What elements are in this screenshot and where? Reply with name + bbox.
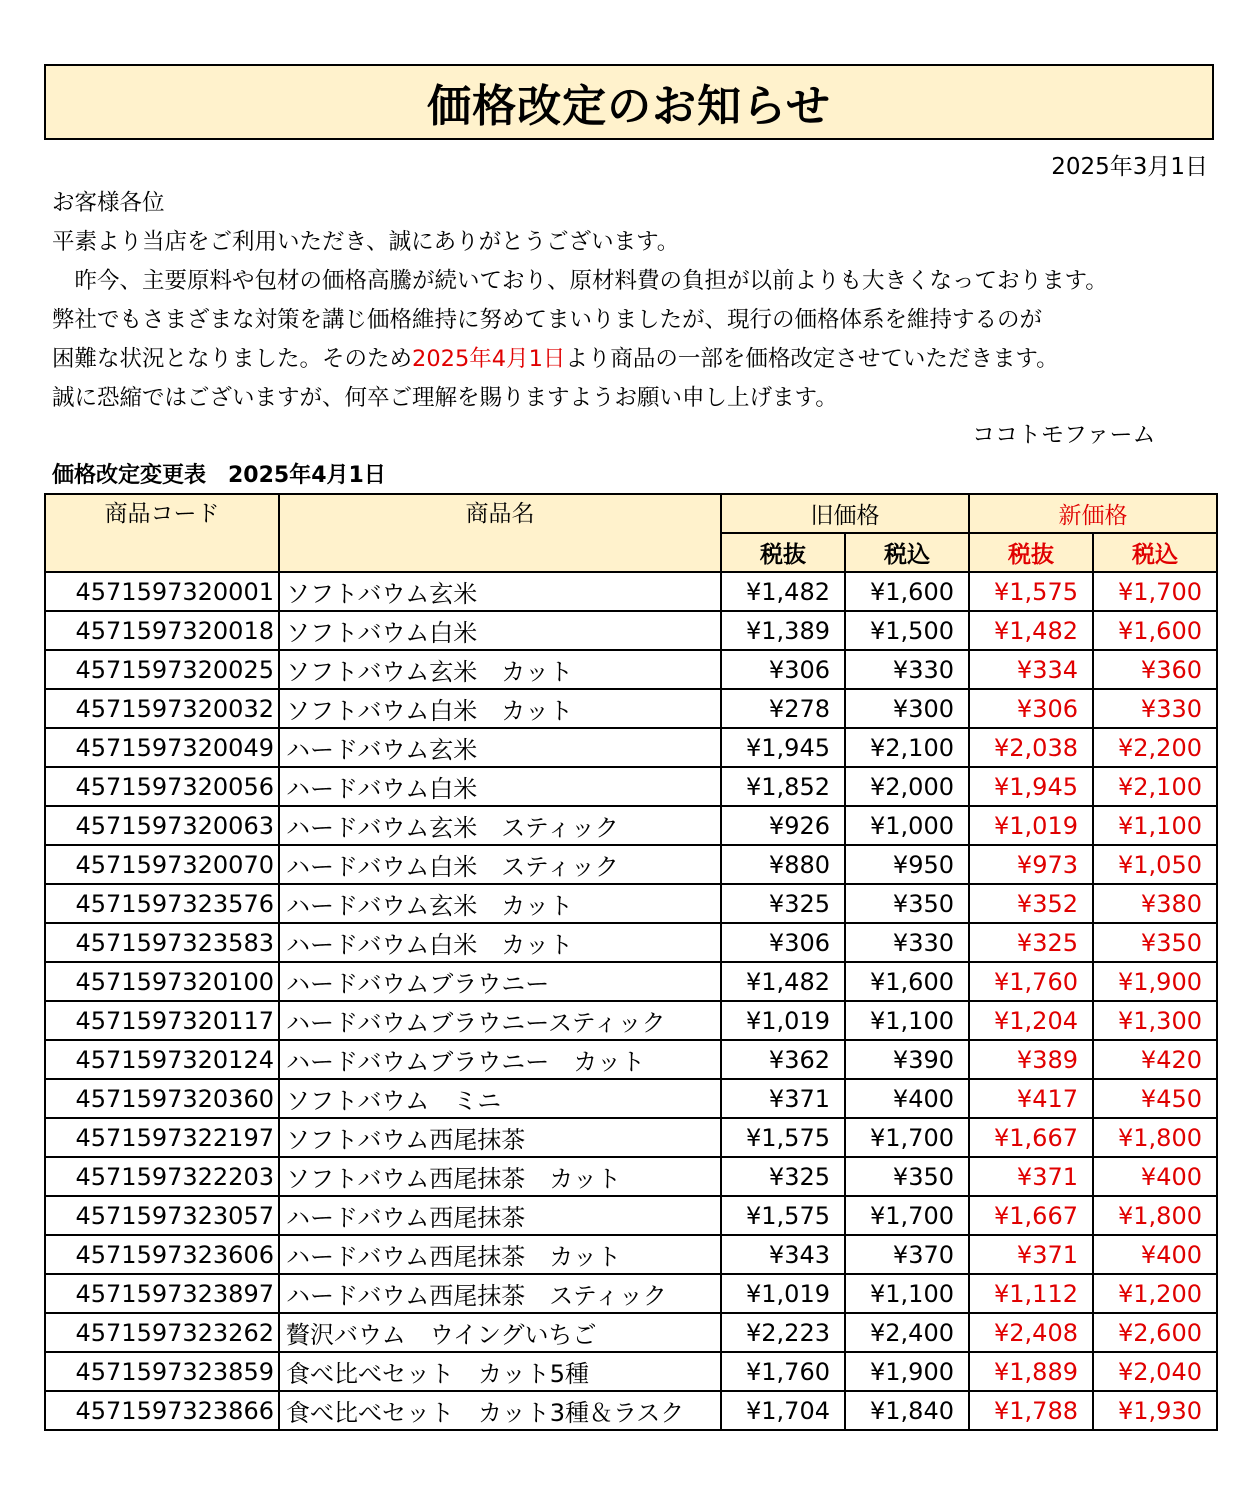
product-code: 4571597320063 <box>45 806 279 845</box>
new-price-ex-tax: ¥352 <box>969 884 1093 923</box>
new-price-in-tax: ¥1,800 <box>1093 1196 1217 1235</box>
old-price-ex-tax: ¥1,760 <box>721 1352 845 1391</box>
old-price-in-tax: ¥2,100 <box>845 728 969 767</box>
product-name: ハードバウム西尾抹茶 <box>279 1196 721 1235</box>
old-price-ex-tax: ¥1,019 <box>721 1001 845 1040</box>
product-code: 4571597323576 <box>45 884 279 923</box>
product-name: ハードバウム白米 <box>279 767 721 806</box>
header-old-in-tax: 税込 <box>845 533 969 572</box>
product-name: ハードバウム西尾抹茶 スティック <box>279 1274 721 1313</box>
product-code: 4571597320025 <box>45 650 279 689</box>
letter-line-2: 昨今、主要原料や包材の価格高騰が続いており、原材料費の負担が以前よりも大きくなっております。 <box>52 268 1108 294</box>
old-price-in-tax: ¥400 <box>845 1079 969 1118</box>
old-price-in-tax: ¥330 <box>845 923 969 962</box>
old-price-ex-tax: ¥1,945 <box>721 728 845 767</box>
old-price-in-tax: ¥1,600 <box>845 962 969 1001</box>
product-name: 贅沢バウム ウイングいちご <box>279 1313 721 1352</box>
old-price-ex-tax: ¥278 <box>721 689 845 728</box>
product-code: 4571597323262 <box>45 1313 279 1352</box>
old-price-in-tax: ¥2,400 <box>845 1313 969 1352</box>
old-price-ex-tax: ¥880 <box>721 845 845 884</box>
table-row <box>45 962 1217 1001</box>
new-price-ex-tax: ¥1,667 <box>969 1196 1093 1235</box>
new-price-ex-tax: ¥2,408 <box>969 1313 1093 1352</box>
table-row <box>45 572 1217 611</box>
table-title: 価格改定変更表 2025年4月1日 <box>52 463 386 488</box>
new-price-ex-tax: ¥371 <box>969 1235 1093 1274</box>
new-price-ex-tax: ¥306 <box>969 689 1093 728</box>
old-price-in-tax: ¥950 <box>845 845 969 884</box>
product-code: 4571597320124 <box>45 1040 279 1079</box>
old-price-ex-tax: ¥306 <box>721 650 845 689</box>
new-price-in-tax: ¥380 <box>1093 884 1217 923</box>
header-new-in-tax: 税込 <box>1093 533 1217 572</box>
product-name: ハードバウムブラウニースティック <box>279 1001 721 1040</box>
new-price-in-tax: ¥450 <box>1093 1079 1217 1118</box>
table-row <box>45 884 1217 923</box>
new-price-ex-tax: ¥1,575 <box>969 572 1093 611</box>
new-price-ex-tax: ¥389 <box>969 1040 1093 1079</box>
old-price-in-tax: ¥1,600 <box>845 572 969 611</box>
old-price-ex-tax: ¥362 <box>721 1040 845 1079</box>
table-row <box>45 845 1217 884</box>
new-price-ex-tax: ¥325 <box>969 923 1093 962</box>
price-table <box>44 493 1218 1431</box>
old-price-in-tax: ¥1,100 <box>845 1001 969 1040</box>
new-price-in-tax: ¥2,100 <box>1093 767 1217 806</box>
new-price-in-tax: ¥1,050 <box>1093 845 1217 884</box>
new-price-ex-tax: ¥2,038 <box>969 728 1093 767</box>
product-name: ソフトバウム ミニ <box>279 1079 721 1118</box>
old-price-in-tax: ¥1,840 <box>845 1391 969 1430</box>
table-row <box>45 1391 1217 1430</box>
product-name: ソフトバウム玄米 カット <box>279 650 721 689</box>
new-price-in-tax: ¥1,200 <box>1093 1274 1217 1313</box>
old-price-ex-tax: ¥1,575 <box>721 1196 845 1235</box>
product-code: 4571597323866 <box>45 1391 279 1430</box>
new-price-ex-tax: ¥371 <box>969 1157 1093 1196</box>
title-banner <box>44 64 1214 140</box>
product-name: ハードバウムブラウニー カット <box>279 1040 721 1079</box>
new-price-in-tax: ¥1,100 <box>1093 806 1217 845</box>
product-name: ハードバウム白米 スティック <box>279 845 721 884</box>
page-title: 価格改定のお知らせ <box>427 81 831 132</box>
old-price-in-tax: ¥1,700 <box>845 1118 969 1157</box>
letter-line-4-post: より商品の一部を価格改定させていただきます。 <box>565 346 1059 372</box>
old-price-ex-tax: ¥1,482 <box>721 962 845 1001</box>
new-price-ex-tax: ¥1,760 <box>969 962 1093 1001</box>
old-price-ex-tax: ¥1,019 <box>721 1274 845 1313</box>
product-code: 4571597320117 <box>45 1001 279 1040</box>
product-code: 4571597320070 <box>45 845 279 884</box>
header-code: 商品コード <box>45 494 279 572</box>
new-price-in-tax: ¥360 <box>1093 650 1217 689</box>
new-price-in-tax: ¥1,300 <box>1093 1001 1217 1040</box>
product-code: 4571597320360 <box>45 1079 279 1118</box>
product-code: 4571597320056 <box>45 767 279 806</box>
header-new-ex-tax: 税抜 <box>969 533 1093 572</box>
new-price-ex-tax: ¥417 <box>969 1079 1093 1118</box>
old-price-in-tax: ¥1,500 <box>845 611 969 650</box>
letter-line-4-pre: 困難な状況となりました。そのため <box>52 346 413 372</box>
product-code: 4571597322197 <box>45 1118 279 1157</box>
header-name: 商品名 <box>279 494 721 572</box>
table-row <box>45 1118 1217 1157</box>
product-code: 4571597320001 <box>45 572 279 611</box>
product-name: ハードバウム玄米 スティック <box>279 806 721 845</box>
table-row <box>45 1157 1217 1196</box>
new-price-in-tax: ¥400 <box>1093 1235 1217 1274</box>
table-row <box>45 1274 1217 1313</box>
product-name: ハードバウムブラウニー <box>279 962 721 1001</box>
old-price-in-tax: ¥1,900 <box>845 1352 969 1391</box>
effective-date: 2025年4月1日 <box>412 346 566 372</box>
new-price-ex-tax: ¥1,945 <box>969 767 1093 806</box>
old-price-in-tax: ¥1,700 <box>845 1196 969 1235</box>
letter-body <box>52 184 1108 418</box>
product-name: ハードバウム白米 カット <box>279 923 721 962</box>
table-row <box>45 728 1217 767</box>
new-price-in-tax: ¥420 <box>1093 1040 1217 1079</box>
old-price-in-tax: ¥300 <box>845 689 969 728</box>
table-row <box>45 1313 1217 1352</box>
new-price-ex-tax: ¥1,889 <box>969 1352 1093 1391</box>
new-price-in-tax: ¥1,700 <box>1093 572 1217 611</box>
old-price-ex-tax: ¥1,389 <box>721 611 845 650</box>
product-name: ソフトバウム西尾抹茶 <box>279 1118 721 1157</box>
old-price-ex-tax: ¥343 <box>721 1235 845 1274</box>
new-price-in-tax: ¥400 <box>1093 1157 1217 1196</box>
table-row <box>45 923 1217 962</box>
header-old-price: 旧価格 <box>721 494 969 533</box>
table-row <box>45 611 1217 650</box>
header-old-ex-tax: 税抜 <box>721 533 845 572</box>
old-price-ex-tax: ¥926 <box>721 806 845 845</box>
product-code: 4571597323606 <box>45 1235 279 1274</box>
old-price-in-tax: ¥370 <box>845 1235 969 1274</box>
new-price-in-tax: ¥2,040 <box>1093 1352 1217 1391</box>
new-price-ex-tax: ¥973 <box>969 845 1093 884</box>
product-code: 4571597322203 <box>45 1157 279 1196</box>
header-new-price: 新価格 <box>969 494 1217 533</box>
table-row <box>45 806 1217 845</box>
letter-line-1: 平素より当店をご利用いただき、誠にありがとうございます。 <box>52 229 680 255</box>
letter-line-5: 誠に恐縮ではございますが、何卒ご理解を賜りますようお願い申し上げます。 <box>52 385 838 411</box>
old-price-ex-tax: ¥1,482 <box>721 572 845 611</box>
product-code: 4571597323057 <box>45 1196 279 1235</box>
product-code: 4571597320018 <box>45 611 279 650</box>
new-price-in-tax: ¥2,200 <box>1093 728 1217 767</box>
product-name: ハードバウム玄米 カット <box>279 884 721 923</box>
old-price-in-tax: ¥330 <box>845 650 969 689</box>
old-price-ex-tax: ¥1,852 <box>721 767 845 806</box>
new-price-ex-tax: ¥334 <box>969 650 1093 689</box>
new-price-in-tax: ¥1,930 <box>1093 1391 1217 1430</box>
table-row <box>45 767 1217 806</box>
new-price-ex-tax: ¥1,667 <box>969 1118 1093 1157</box>
table-row <box>45 689 1217 728</box>
product-name: ソフトバウム白米 カット <box>279 689 721 728</box>
product-code: 4571597320032 <box>45 689 279 728</box>
old-price-in-tax: ¥350 <box>845 884 969 923</box>
new-price-ex-tax: ¥1,019 <box>969 806 1093 845</box>
old-price-ex-tax: ¥371 <box>721 1079 845 1118</box>
old-price-in-tax: ¥390 <box>845 1040 969 1079</box>
product-code: 4571597323583 <box>45 923 279 962</box>
old-price-ex-tax: ¥325 <box>721 884 845 923</box>
new-price-ex-tax: ¥1,112 <box>969 1274 1093 1313</box>
notice-date: 2025年3月1日 <box>1051 154 1208 180</box>
product-name: ハードバウム西尾抹茶 カット <box>279 1235 721 1274</box>
new-price-ex-tax: ¥1,482 <box>969 611 1093 650</box>
old-price-ex-tax: ¥2,223 <box>721 1313 845 1352</box>
old-price-ex-tax: ¥1,704 <box>721 1391 845 1430</box>
product-code: 4571597320100 <box>45 962 279 1001</box>
new-price-in-tax: ¥1,900 <box>1093 962 1217 1001</box>
table-row <box>45 1079 1217 1118</box>
table-row <box>45 1352 1217 1391</box>
product-name: ソフトバウム白米 <box>279 611 721 650</box>
table-row <box>45 650 1217 689</box>
product-name: ハードバウム玄米 <box>279 728 721 767</box>
letter-line-3: 弊社でもさまざまな対策を講じ価格維持に努めてまいりましたが、現行の価格体系を維持するのが <box>52 307 1043 333</box>
new-price-in-tax: ¥1,600 <box>1093 611 1217 650</box>
new-price-in-tax: ¥2,600 <box>1093 1313 1217 1352</box>
table-row <box>45 1040 1217 1079</box>
product-name: ソフトバウム西尾抹茶 カット <box>279 1157 721 1196</box>
product-name: ソフトバウム玄米 <box>279 572 721 611</box>
old-price-in-tax: ¥1,100 <box>845 1274 969 1313</box>
letter-line-4 <box>52 340 1108 379</box>
product-code: 4571597320049 <box>45 728 279 767</box>
company-signature: ココトモファーム <box>972 422 1156 448</box>
new-price-in-tax: ¥350 <box>1093 923 1217 962</box>
old-price-in-tax: ¥350 <box>845 1157 969 1196</box>
old-price-ex-tax: ¥1,575 <box>721 1118 845 1157</box>
table-row <box>45 1001 1217 1040</box>
old-price-ex-tax: ¥306 <box>721 923 845 962</box>
new-price-ex-tax: ¥1,788 <box>969 1391 1093 1430</box>
new-price-in-tax: ¥330 <box>1093 689 1217 728</box>
table-row <box>45 1196 1217 1235</box>
old-price-in-tax: ¥2,000 <box>845 767 969 806</box>
new-price-in-tax: ¥1,800 <box>1093 1118 1217 1157</box>
salutation: お客様各位 <box>52 190 165 216</box>
old-price-in-tax: ¥1,000 <box>845 806 969 845</box>
product-name: 食べ比べセット カット3種＆ラスク <box>279 1391 721 1430</box>
table-row <box>45 1235 1217 1274</box>
product-name: 食べ比べセット カット5種 <box>279 1352 721 1391</box>
old-price-ex-tax: ¥325 <box>721 1157 845 1196</box>
product-code: 4571597323897 <box>45 1274 279 1313</box>
new-price-ex-tax: ¥1,204 <box>969 1001 1093 1040</box>
product-code: 4571597323859 <box>45 1352 279 1391</box>
